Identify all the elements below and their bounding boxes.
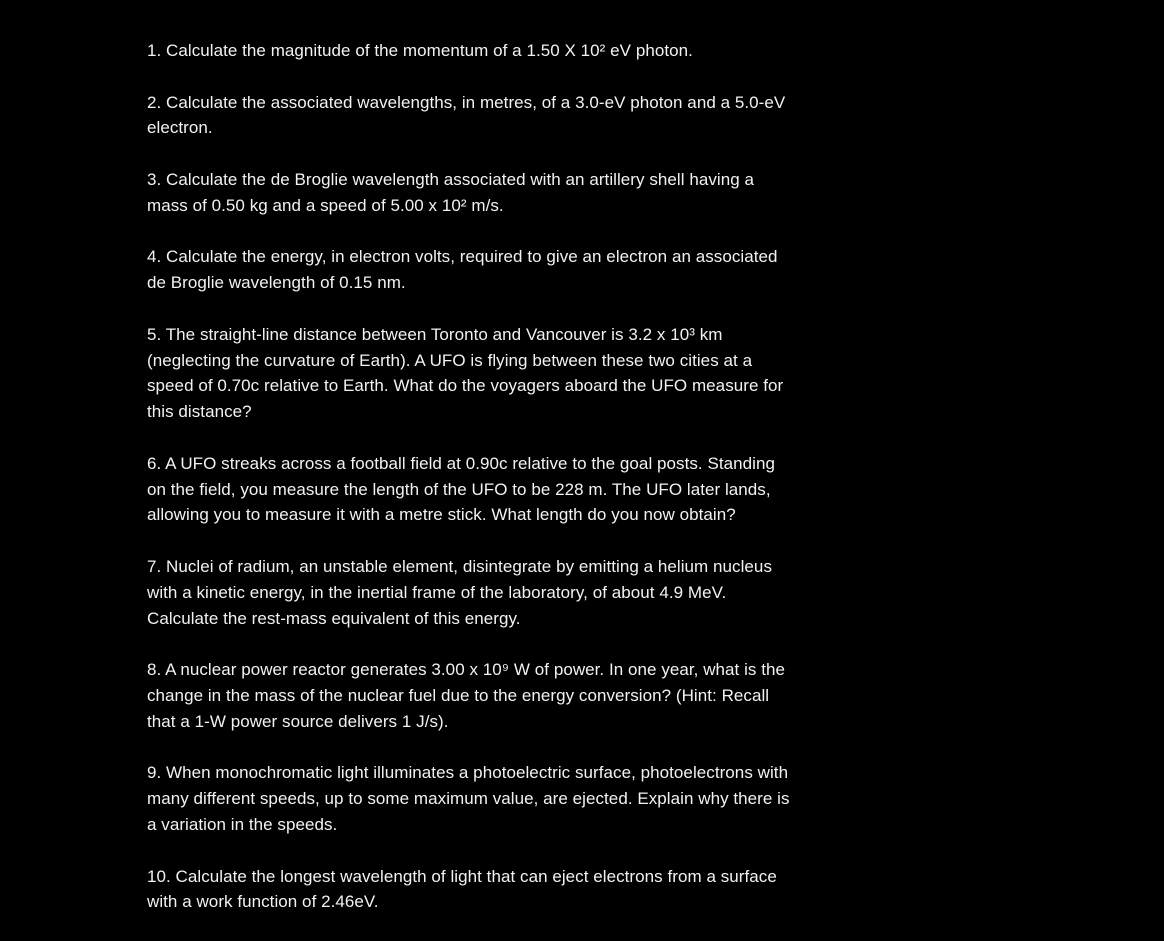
- question-1: [147, 38, 897, 64]
- question-2: [147, 90, 897, 142]
- question-10: [147, 864, 897, 916]
- question-line: many different speeds, up to some maximum value, are ejected. Explain why there is: [147, 789, 790, 809]
- question-line: 1. Calculate the magnitude of the momentum of a 1.50 X 10² eV photon.: [147, 41, 693, 60]
- question-5: [147, 322, 897, 425]
- question-line: 5. The straight-line distance between Toronto and Vancouver is 3.2 x 10³ km: [147, 324, 723, 344]
- question-list: [147, 38, 897, 941]
- question-line: 8. A nuclear power reactor generates 3.00 x 10⁹ W of power. In one year, what is the: [147, 660, 786, 680]
- question-8: [147, 657, 897, 734]
- question-9: [147, 760, 897, 837]
- question-3: [147, 167, 897, 219]
- question-7: [147, 554, 897, 631]
- question-line: 7. Nuclei of radium, an unstable element, disintegrate by emitting a helium nucleus: [147, 556, 772, 576]
- question-line: (neglecting the curvature of Earth). A UFO is flying between these two cities at a: [147, 350, 753, 370]
- question-line: with a work function of 2.46eV.: [147, 892, 379, 912]
- question-line: 10. Calculate the longest wavelength of light that can eject electrons from a surface: [147, 866, 777, 886]
- question-line: de Broglie wavelength of 0.15 nm.: [147, 273, 406, 293]
- question-line: mass of 0.50 kg and a speed of 5.00 x 10² m/s.: [147, 195, 504, 215]
- question-line: that a 1-W power source delivers 1 J/s).: [147, 711, 449, 731]
- question-line: 3. Calculate the de Broglie wavelength associated with an artillery shell having a: [147, 169, 755, 189]
- question-line: Calculate the rest-mass equivalent of this energy.: [147, 608, 521, 628]
- question-line: 4. Calculate the energy, in electron volts, required to give an electron an associated: [147, 247, 778, 267]
- question-line: with a kinetic energy, in the inertial frame of the laboratory, of about 4.9 MeV.: [147, 582, 727, 602]
- question-line: 9. When monochromatic light illuminates a photoelectric surface, photoelectrons with: [147, 763, 789, 783]
- question-line: 2. Calculate the associated wavelengths, in metres, of a 3.0-eV photon and a 5.0-eV: [147, 92, 786, 112]
- question-line: on the field, you measure the length of the UFO to be 228 m. The UFO later lands,: [147, 479, 771, 499]
- question-line: a variation in the speeds.: [147, 814, 338, 834]
- question-line: change in the mass of the nuclear fuel due to the energy conversion? (Hint: Recall: [147, 685, 770, 705]
- question-line: electron.: [147, 118, 213, 138]
- question-line: 6. A UFO streaks across a football field at 0.90c relative to the goal posts. Standing: [147, 453, 775, 473]
- question-4: [147, 244, 897, 296]
- question-line: allowing you to measure it with a metre stick. What length do you now obtain?: [147, 505, 736, 525]
- question-line: this distance?: [147, 402, 252, 422]
- question-6: [147, 451, 897, 528]
- question-line: speed of 0.70c relative to Earth. What do the voyagers aboard the UFO measure for: [147, 376, 784, 396]
